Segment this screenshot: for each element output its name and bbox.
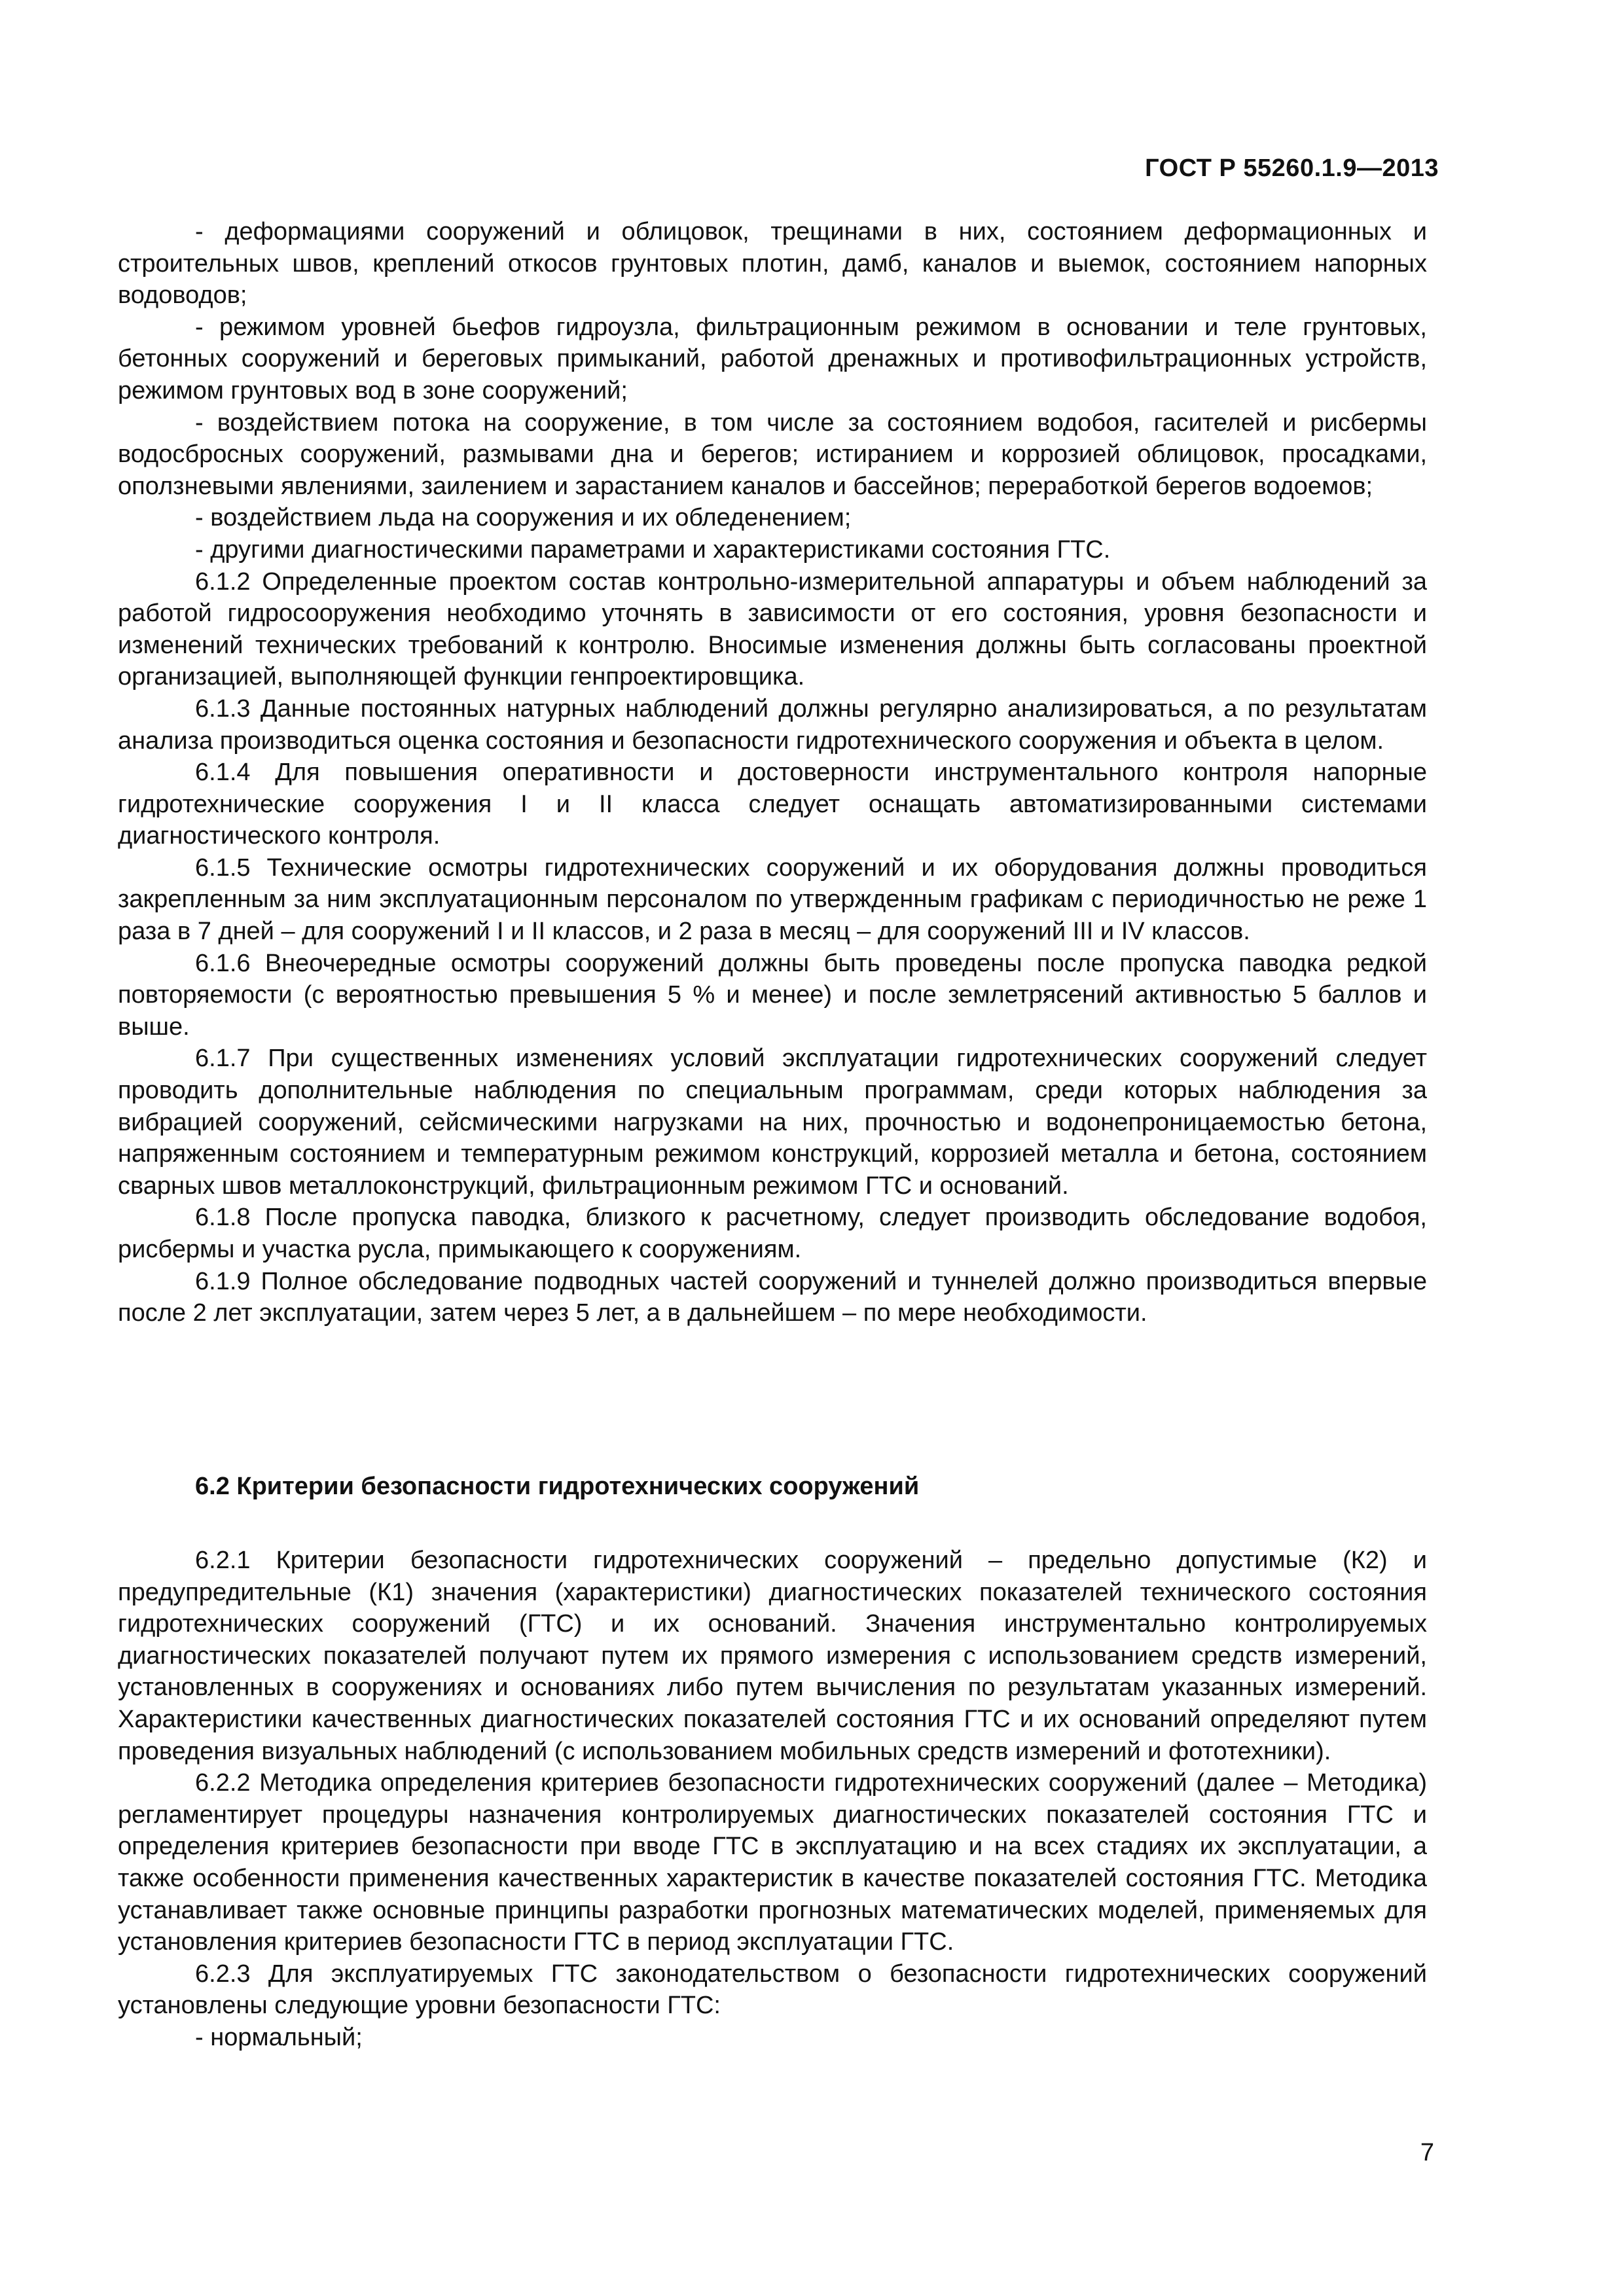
body-text-section-6-1: [118, 216, 1427, 1329]
page-number: 7: [1420, 2139, 1434, 2166]
paragraph: - нормальный;: [195, 2023, 363, 2051]
paragraph: 6.1.4 Для повышения оперативности и достоверности инструментального контроля напорные гидротехнические сооружения I и II класса следует оснащать автоматизированными системами диагностического контроля.: [118, 759, 1427, 850]
paragraph: 6.2.1 Критерии безопасности гидротехнических сооружений – предельно допустимые (К2) и предупредительные (К1) значения (характеристики) диагностических показателей технического состояния гидротехнических сооружений (ГТС) и их оснований. Значения инструментально контролируемых диагностических показателей получают путем их прямого измерения с использованием средств измерений, установленных в сооружениях и основаниях либо путем вычисления по результатам указанных измерений. Характеристики качественных диагностических показателей состояния ГТС и их оснований определяют путем проведения визуальных наблюдений (с использованием мобильных средств измерений и фототехники).: [118, 1547, 1427, 1765]
paragraph: 6.2.2 Методика определения критериев безопасности гидротехнических сооружений (далее – Методика) регламентирует процедуры назначения контролируемых диагностических показателей состояния ГТС и определения критериев безопасности при вводе ГТС в эксплуатацию и на всех стадиях их эксплуатации, а также особенности применения качественных характеристик в качестве показателей состояния ГТС. Методика устанавливает также основные принципы разработки прогнозных математических моделей, применяемых для установления критериев безопасности ГТС в период эксплуатации ГТС.: [118, 1769, 1427, 1956]
paragraph: - деформациями сооружений и облицовок, трещинами в них, состоянием деформационных и строительных швов, креплений откосов грунтовых плотин, дамб, каналов и выемок, состоянием напорных водоводов;: [118, 218, 1427, 310]
paragraph: 6.1.8 После пропуска паводка, близкого к расчетному, следует производить обследование водобоя, рисбермы и участка русла, примыкающего к сооружениям.: [118, 1204, 1427, 1263]
paragraph: 6.1.6 Внеочередные осмотры сооружений должны быть проведены после пропуска паводка редкой повторяемости (с вероятностью превышения 5 % и менее) и после землетрясений активностью 5 баллов и выше.: [118, 949, 1427, 1041]
body-text-section-6-2: [118, 1545, 1427, 2054]
paragraph: 6.1.7 При существенных изменениях условий эксплуатации гидротехнических сооружений следует проводить дополнительные наблюдения по специальным программам, среди которых наблюдения за вибрацией сооружений, сейсмическими нагрузками на них, прочностью и водонепроницаемостью бетона, напряженным состоянием и температурным режимом конструкций, коррозией металла и бетона, состоянием сварных швов металлоконструкций, фильтрационным режимом ГТС и оснований.: [118, 1045, 1427, 1200]
paragraph: 6.1.3 Данные постоянных натурных наблюдений должны регулярно анализироваться, а по результатам анализа производиться оценка состояния и безопасности гидротехнического сооружения и объекта в целом.: [118, 694, 1427, 755]
paragraph: 6.2.3 Для эксплуатируемых ГТС законодательством о безопасности гидротехнических сооружений установлены следующие уровни безопасности ГТС:: [118, 1960, 1427, 2020]
section-title: 6.2 Критерии безопасности гидротехнических сооружений: [195, 1473, 920, 1500]
paragraph: - воздействием потока на сооружение, в том числе за состоянием водобоя, гасителей и рисбермы водосбросных сооружений, размывами дна и берегов; истиранием и коррозией облицовок, просадками, оползневыми явлениями, заилением и зарастанием каналов и бассейнов; переработкой берегов водоемов;: [118, 408, 1427, 500]
paragraph: 6.1.9 Полное обследование подводных частей сооружений и туннелей должно производиться впервые после 2 лет эксплуатации, затем через 5 лет, а в дальнейшем – по мере необходимости.: [118, 1267, 1427, 1327]
paragraph: - другими диагностическими параметрами и характеристиками состояния ГТС.: [195, 535, 1111, 564]
paragraph: - воздействием льда на сооружения и их обледенением;: [195, 504, 852, 532]
paragraph: - режимом уровней бьефов гидроузла, фильтрационным режимом в основании и теле грунтовых, бетонных сооружений и береговых примыканий, работой дренажных и противофильтрационных устройств, режимом грунтовых вод в зоне сооружений;: [118, 313, 1427, 404]
paragraph: 6.1.5 Технические осмотры гидротехнических сооружений и их оборудования должны проводиться закрепленным за ним эксплуатационным персоналом по утвержденным графикам с периодичностью не реже 1 раза в 7 дней – для сооружений I и II классов, и 2 раза в месяц – для сооружений III и IV классов.: [118, 853, 1427, 946]
doc-header-code: ГОСТ Р 55260.1.9—2013: [1145, 154, 1439, 182]
paragraph: 6.1.2 Определенные проектом состав контрольно-измерительной аппаратуры и объем наблюдений за работой гидросооружения необходимо уточнять в зависимости от его состояния, уровня безопасности и изменений технических требований к контролю. Вносимые изменения должны быть согласованы проектной организацией, выполняющей функции генпроектировщика.: [118, 567, 1427, 691]
